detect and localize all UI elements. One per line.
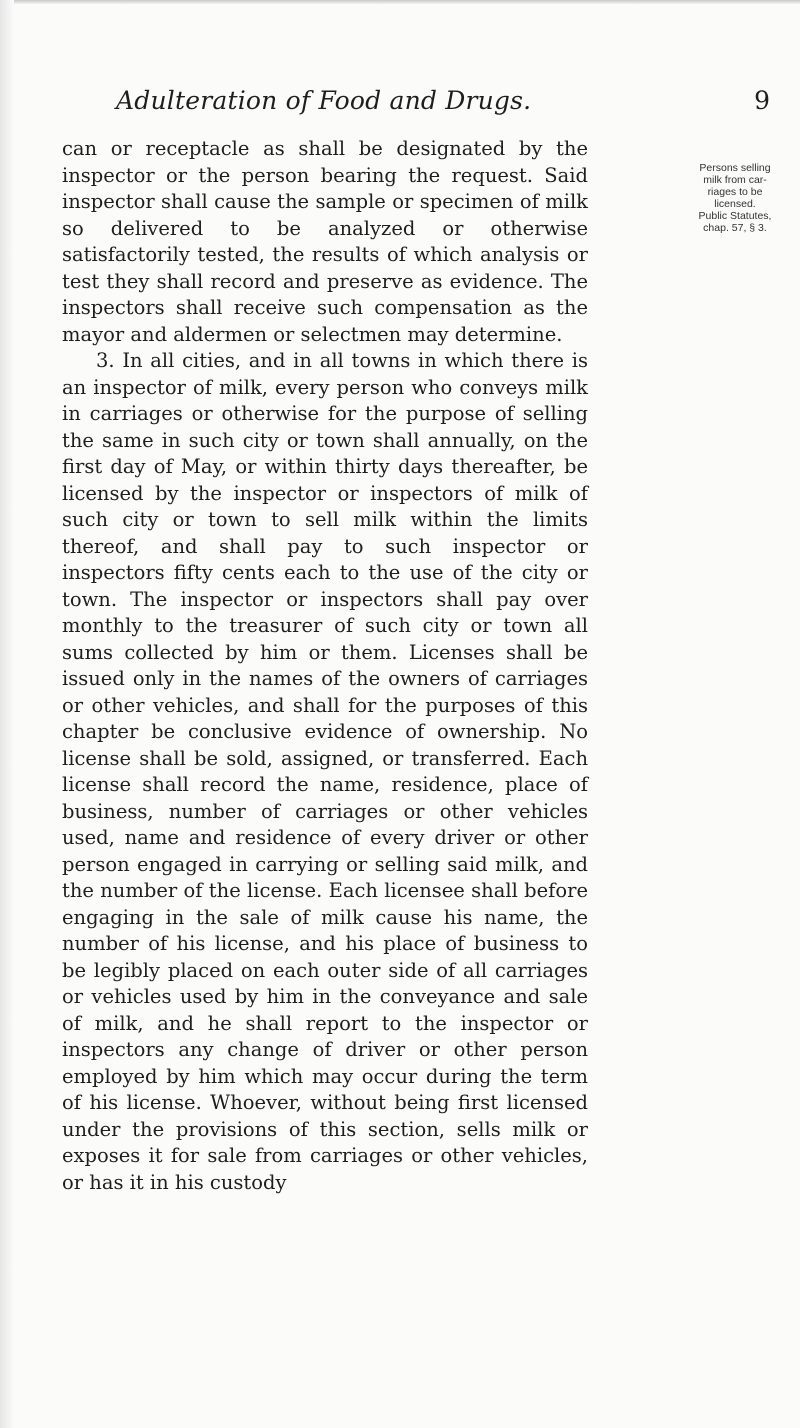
margin-note-line: Persons selling — [699, 162, 771, 174]
margin-note — [681, 162, 789, 234]
main-text — [62, 136, 588, 1196]
running-title: Adulteration of Food and Drugs. — [116, 86, 532, 115]
margin-note-line: Public Statutes, — [698, 210, 772, 222]
margin-note-line: chap. 57, § 3. — [703, 222, 767, 234]
page-binding-edge — [0, 0, 14, 1428]
margin-note-line: milk from car- — [703, 174, 767, 186]
paragraph-continuation: can or receptacle as shall be designated by the inspector or the person bearing the request. Said inspector shall cause the sample or specimen of milk so delivered to be analyzed or otherwise satisfactorily tested, the results of which analysis or test they shall record and preserve as evidence. The inspectors shall receive such compensation as the mayor and aldermen or selectmen may determine. — [62, 137, 588, 346]
paragraph-section-3: 3. In all cities, and in all towns in which there is an inspector of milk, every person who conveys milk in carriages or otherwise for the purpose of selling the same in such city or town shall annually, on the first day of May, or within thirty days thereafter, be licensed by the inspector or inspectors of milk of such city or town to sell milk within the limits thereof, and shall pay to such inspector or inspectors fifty cents each to the use of the city or town. The inspector or inspectors shall pay over monthly to the treasurer of such city or town all sums collected by him or them. Licenses shall be issued only in the names of the owners of carriages or other vehicles, and shall for the purposes of this chapter be conclusive evidence of ownership. No license shall be sold, assigned, or transferred. Each license shall record the name, residence, place of business, number of carriages or other vehicles used, name and residence of every driver or other person engaged in carrying or selling said milk, and the number of the license. Each licensee shall before engaging in the sale of milk cause his name, the number of his license, and his place of business to be legibly placed on each outer side of all carriages or vehicles used by him in the conveyance and sale of milk, and he shall report to the inspector or inspectors any change of driver or other person employed by him which may occur during the term of his license. Whoever, without being first licensed under the provisions of this section, sells milk or exposes it for sale from carriages or other vehicles, or has it in his custody — [62, 349, 588, 1194]
page-header — [116, 86, 770, 120]
page-top-edge — [0, 0, 800, 4]
margin-note-line: riages to be — [707, 186, 763, 198]
page-number: 9 — [754, 86, 770, 115]
margin-note-line: licensed. — [714, 198, 756, 210]
